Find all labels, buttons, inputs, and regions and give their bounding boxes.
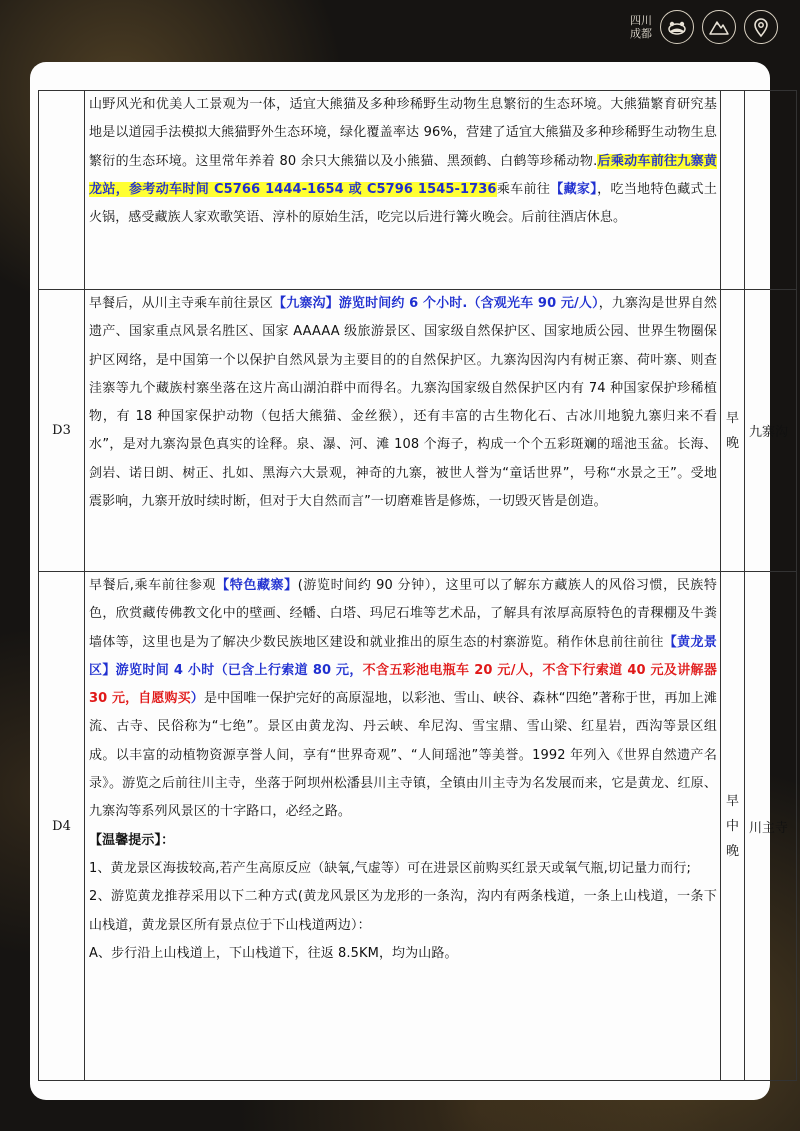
highlight-jiuzhaigou: 【九寨沟】游览时间约 6 个小时.（含观光车 90 元/人）: [273, 296, 599, 311]
meal-lunch: 中: [725, 818, 739, 834]
meal-breakfast: 早: [725, 410, 739, 426]
tip-item: 2、游览黄龙推荐采用以下二种方式(黄龙风景区为龙形的一条沟，沟内有两条栈道，一条上山栈道，一条下山栈道，黄龙景区所有景点位于下山栈道两边）：: [89, 889, 717, 933]
tips-title: 【温馨提示】：: [89, 832, 175, 848]
body-text: 乘车前往: [496, 181, 551, 197]
itinerary-content: [85, 290, 721, 572]
itinerary-table: [38, 90, 797, 1081]
mountain-icon: [702, 10, 736, 44]
itinerary-content: [85, 572, 721, 1081]
hotel-cell: [745, 91, 797, 290]
optional-fees-note: 不含五彩池电瓶车 20 元/人，不含下行索道 40 元及讲解器 30 元，自愿购买: [89, 662, 717, 707]
highlight-tibetan-village: 【特色藏寨】: [216, 578, 298, 593]
body-text: 早餐后,乘车前往参观: [89, 578, 217, 593]
highlight-huanglong: 【黄龙景区】游览时间 4 小时（已含上行索道 80 元，: [89, 634, 717, 678]
table-row-d2-continued: [39, 91, 797, 290]
body-text: 早餐后，从川主寺乘车前往景区: [89, 296, 274, 311]
meal-dinner: 晚: [725, 435, 739, 451]
meal-dinner: 晚: [725, 843, 739, 859]
day-cell: [39, 91, 85, 290]
day-cell: D4: [39, 572, 85, 1081]
body-text: (游览时间约 90 分钟），这里可以了解东方藏族人的风俗习惯，民族特色，欣赏藏传佛教文化中的壁画、经幡、白塔、玛尼石堆等艺术品，了解具有浓厚高原特色的青稞棚及牛粪墙体等，这里也是为了解决少数民族地区建设和就业推出的原生态的村寨游览。稍作休息前往前往: [89, 578, 718, 650]
table-row-d4: [39, 572, 797, 1081]
hotel-cell: 川主寺: [745, 572, 797, 1081]
itinerary-paragraph: [89, 91, 717, 232]
hotel-cell: 九寨沟: [745, 290, 797, 572]
header-brand: [630, 10, 778, 44]
region-line-1: 四川: [630, 14, 652, 27]
meal-cell: [721, 572, 745, 1081]
meal-cell: [721, 91, 745, 290]
body-text: ，吃当地特色藏式土火锅，感受藏族人家欢歌笑语、淳朴的原始生活，吃完以后进行篝火晚会。后前往酒店休息。: [89, 181, 717, 226]
tip-item: 1、黄龙景区海拔较高,若产生高原反应（缺氧,气虚等）可在进景区前购买红景天或氧气瓶,切记量力而行;: [89, 860, 691, 876]
region-line-2: 成都: [630, 27, 652, 40]
body-text: 山野风光和优美人工景观为一体，适宜大熊猫及多种珍稀野生动物生息繁衍的生态环境。大熊猫繁育研究基地是以道园手法模拟大熊猫野外生态环境，绿化覆盖率达 96%，营建了适宜大熊猫及多种珍稀野生动物生息繁衍的生态环境。这里常年养着 80 余只大熊猫以及小熊猫、黑颈鹤、白鹤等珍稀动物.: [89, 97, 717, 169]
region-label: [630, 14, 652, 40]
train-highlight: 后乘动车前往九寨黄龙站，参考动车时间 C5766 1444-1654 或 C5796 1545-1736: [89, 153, 717, 197]
body-text: 是中国唯一保护完好的高原湿地，以彩池、雪山、峡谷、森林“四绝”著称于世，再加上滩流、古寺、民俗称为“七绝”。景区由黄龙沟、丹云峡、牟尼沟、雪宝鼎、雪山梁、红星岩，西沟等景区组成。以丰富的动植物资源享誉人间，享有“世界奇观”、“人间瑶池”等美誉。1992 年列入《世界自然遗产名录》。游览之后前往川主寺，坐落于阿坝州松潘县川主寺镇，全镇由川主寺为名发展而来，它是黄龙、红原、九寨沟等系列风景区的十字路口，必经之路。: [89, 691, 717, 820]
itinerary-paragraph: [89, 290, 717, 516]
body-text: ，九寨沟是世界自然遗产、国家重点风景名胜区、国家 AAAAA 级旅游景区、国家级自然保护区、国家地质公园、世界生物圈保护区网络，是中国第一个以保护自然风景为主要目的的自然保护区。九寨沟因沟内有树正寨、荷叶寨、则查洼寨等九个藏族村寨坐落在这片高山湖泊群中而得名。九寨沟国家级自然保护区内有 74 种国家保护珍稀植物，有 18 种国家保护动物（包括大熊猫、金丝猴），还有丰富的古生物化石、古冰川地貌九寨归来不看水”，是对九寨沟景色真实的诠释。泉、瀑、河、滩 108 个海子，构成一个个五彩斑斓的瑶池玉盆。长海、剑岩、诺日朗、树正、扎如、黑海六大景观，神奇的九寨，被世人誉为“童话世界”，号称“水景之王”。受地震影响，九寨开放时续时断，但对于大自然而言”一切磨难皆是修炼，一切毁灭皆是创造。: [89, 296, 717, 510]
tip-item: A、步行沿上山栈道上，下山栈道下，往返 8.5KM，均为山路。: [89, 945, 458, 961]
itinerary-paragraph: [89, 572, 717, 827]
day-cell: D3: [39, 290, 85, 572]
meal-cell: [721, 290, 745, 572]
highlight-huanglong-close: ）: [190, 691, 204, 707]
panda-icon: [660, 10, 694, 44]
meal-breakfast: 早: [725, 793, 739, 809]
highlight-tibetan-home: 【藏家】: [550, 181, 598, 197]
itinerary-content: [85, 91, 721, 290]
table-row-d3: [39, 290, 797, 572]
location-pin-icon: [744, 10, 778, 44]
